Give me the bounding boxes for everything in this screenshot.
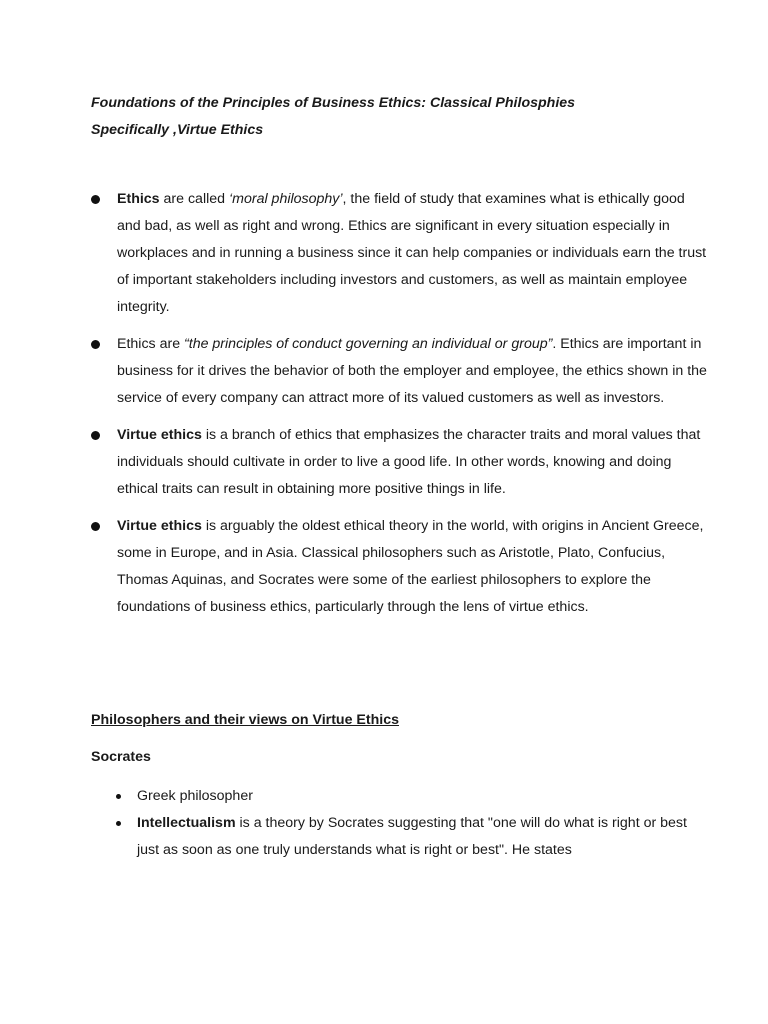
document-title [91,90,708,144]
bullet-text: are called [159,191,229,207]
bullet-text: is a theory by Socrates suggesting that "one will do what is right or best just as soon as one truly understands what is right or best". He states [137,815,687,858]
title-line-1: Foundations of the Principles of Business Ethics: Classical Philosphies [91,95,576,111]
socrates-list [91,783,708,864]
list-item [91,513,708,621]
bullet-text: . Ethics are important in business for it drives the behavior of both the employer and employee, the ethics shown in the service of every company can attract more of its valued customers as well as investors. [117,336,707,406]
bullet-icon [91,522,100,531]
bullet-text: is arguably the oldest ethical theory in the world, with origins in Ancient Greece, some in Europe, and in Asia. Classical philosophers such as Aristotle, Plato, Confucius, Thomas Aquinas, and Socrates were some of the earliest philosophers to explore the foundations of business ethics, particularly through the lens of virtue ethics. [117,518,704,615]
list-item [116,783,708,810]
list-item [116,810,708,864]
bullet-icon [116,794,121,799]
bullet-lead: Intellectualism [137,815,236,831]
bullet-italic: “the principles of conduct governing an individual or group” [184,336,553,352]
bullet-icon [91,431,100,440]
intro-bullet-list [91,186,708,621]
bullet-icon [116,821,121,826]
bullet-lead: Virtue ethics [117,518,202,534]
bullet-lead: Ethics [117,191,160,207]
socrates-heading: Socrates [91,749,151,765]
bullet-lead: Virtue ethics [117,427,202,443]
bullet-text: Ethics are [117,336,185,352]
bullet-italic: ‘moral philosophy’ [228,191,343,207]
list-item [91,331,708,412]
list-item [91,186,708,321]
list-item [91,422,708,503]
title-line-2: Specifically ,Virtue Ethics [91,122,264,138]
section-heading: Philosophers and their views on Virtue Ethics [91,712,399,728]
bullet-text: Greek philosopher [137,788,253,804]
bullet-icon [91,195,100,204]
bullet-text: , the field of study that examines what is ethically good and bad, as well as right and wrong. Ethics are significant in every situation especially in workplaces and in running a business since it can help companies or individuals earn the trust of important stakeholders including investors and customers, as well as maintain employee integrity. [117,191,707,315]
bullet-icon [91,340,100,349]
bullet-text: is a branch of ethics that emphasizes the character traits and moral values that individuals should cultivate in order to live a good life. In other words, knowing and doing ethical traits can result in obtaining more positive things in life. [117,427,701,497]
